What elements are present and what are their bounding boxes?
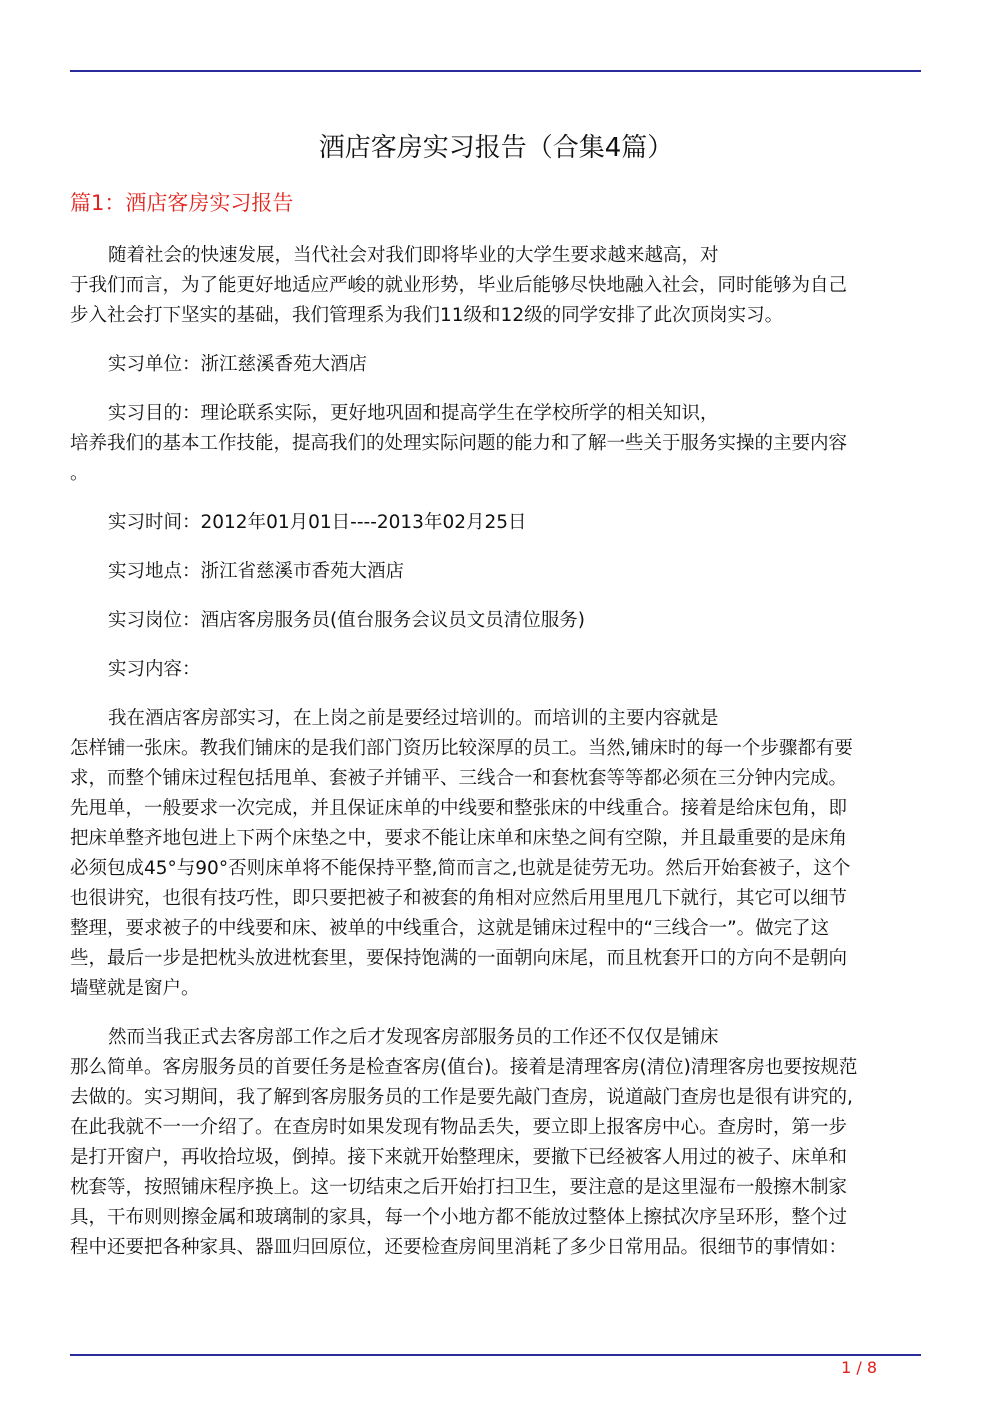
paragraph (70, 241, 930, 331)
page-number: 1 / 8 (841, 1358, 877, 1377)
text-line: 随着社会的快速发展，当代社会对我们即将毕业的大学生要求越来越高，对 (108, 245, 719, 266)
text-line: 实习目的：理论联系实际，更好地巩固和提高学生在学校所学的相关知识， (108, 403, 719, 424)
paragraph (70, 557, 930, 587)
paragraph (70, 704, 930, 1004)
text-line: 求，而整个铺床过程包括甩单、套被子并铺平、三线合一和套枕套等等都必须在三分钟内完成。 (70, 768, 848, 789)
document-title: 酒店客房实习报告（合集4篇） (318, 133, 674, 163)
text-line: 步入社会打下坚实的基础，我们管理系为我们11级和12级的同学安排了此次顶岗实习。 (70, 305, 784, 326)
text-line: 那么简单。客房服务员的首要任务是检查客房(值台)。接着是清理客房(清位)清理客房也要按规范 (70, 1057, 858, 1078)
text-line: 程中还要把各种家具、器皿归回原位，还要检查房间里消耗了多少日常用品。很细节的事情如： (70, 1237, 848, 1258)
section-heading: 篇1：酒店客房实习报告 (70, 191, 294, 215)
text-line: 实习单位：浙江慈溪香苑大酒店 (108, 354, 368, 375)
text-line: 。 (70, 463, 89, 484)
text-line: 枕套等，按照铺床程序换上。这一切结束之后开始打扫卫生，要注意的是这里湿布一般擦木制家 (70, 1177, 848, 1198)
paragraph (70, 655, 930, 685)
text-line: 墙壁就是窗户。 (70, 978, 200, 999)
text-line: 然而当我正式去客房部工作之后才发现客房部服务员的工作还不仅仅是铺床 (108, 1027, 719, 1048)
paragraph (70, 508, 930, 538)
text-line: 是打开窗户，再收拾垃圾，倒掉。接下来就开始整理床，要撤下已经被客人用过的被子、床单和 (70, 1147, 848, 1168)
text-line: 我在酒店客房部实习，在上岗之前是要经过培训的。而培训的主要内容就是 (108, 708, 719, 729)
paragraph (70, 1023, 930, 1263)
paragraph (70, 399, 930, 489)
text-line: 具，干布则则擦金属和玻璃制的家具，每一个小地方都不能放过整体上擦拭次序呈环形，整个过 (70, 1207, 848, 1228)
text-line: 实习时间：2012年01月01日----2013年02月25日 (108, 512, 527, 533)
paragraph (70, 606, 930, 636)
document-body (70, 241, 930, 1282)
text-line: 整理，要求被子的中线要和床、被单的中线重合，这就是铺床过程中的“三线合一”。做完了这 (70, 918, 830, 939)
text-line: 去做的。实习期间，我了解到客房服务员的工作是要先敲门查房，说道敲门查房也是很有讲究的, (70, 1087, 853, 1108)
text-line: 把床单整齐地包进上下两个床垫之中，要求不能让床单和床垫之间有空隙，并且最重要的是床角 (70, 828, 848, 849)
text-line: 怎样铺一张床。教我们铺床的是我们部门资历比较深厚的员工。当然,铺床时的每一个步骤都有要 (70, 738, 853, 759)
text-line: 于我们而言，为了能更好地适应严峻的就业形势，毕业后能够尽快地融入社会，同时能够为自己 (70, 275, 848, 296)
text-line: 在此我就不一一介绍了。在查房时如果发现有物品丢失，要立即上报客房中心。查房时，第一步 (70, 1117, 848, 1138)
header-rule (70, 70, 921, 72)
text-line: 实习内容： (108, 659, 201, 680)
text-line: 实习岗位：酒店客房服务员(值台服务会议员文员清位服务) (108, 610, 585, 631)
text-line: 必须包成45°与90°否则床单将不能保持平整,简而言之,也就是徒劳无功。然后开始套被子，这个 (70, 858, 851, 879)
paragraph (70, 350, 930, 380)
text-line: 实习地点：浙江省慈溪市香苑大酒店 (108, 561, 405, 582)
text-line: 培养我们的基本工作技能，提高我们的处理实际问题的能力和了解一些关于服务实操的主要内容 (70, 433, 848, 454)
text-line: 也很讲究，也很有技巧性，即只要把被子和被套的角相对应然后用里甩几下就行，其它可以细节 (70, 888, 848, 909)
text-line: 先甩单，一般要求一次完成，并且保证床单的中线要和整张床的中线重合。接着是给床包角，即 (70, 798, 848, 819)
footer-rule (70, 1354, 921, 1356)
text-line: 些，最后一步是把枕头放进枕套里，要保持饱满的一面朝向床尾，而且枕套开口的方向不是朝向 (70, 948, 848, 969)
